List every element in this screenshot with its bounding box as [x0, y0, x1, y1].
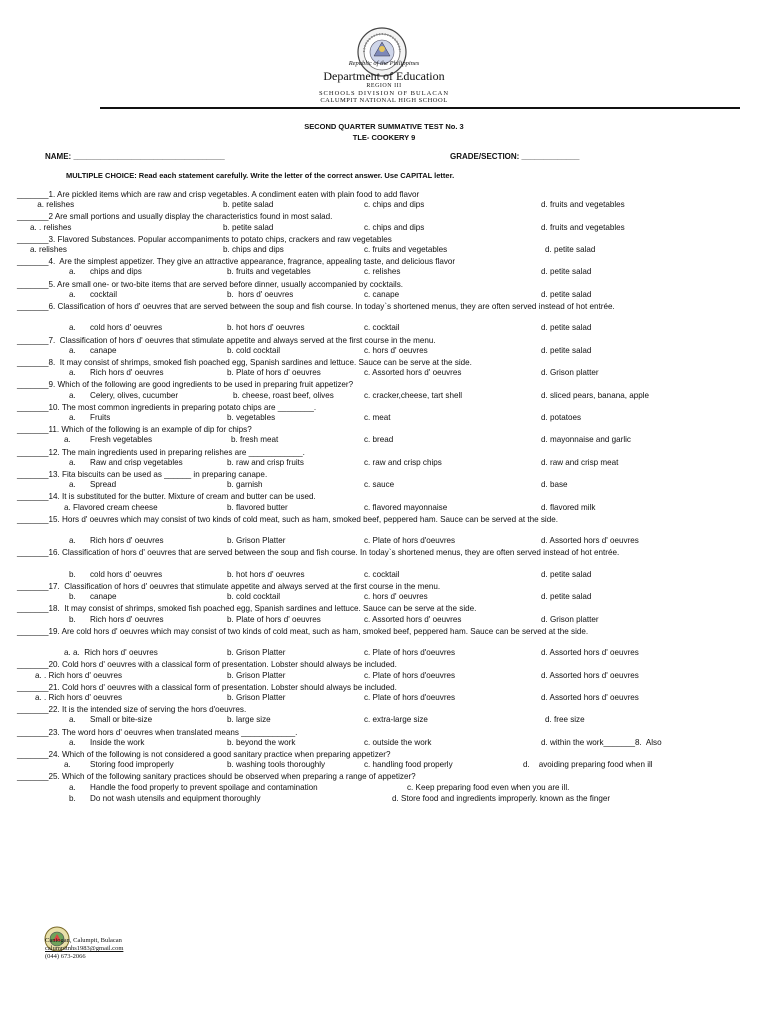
- answer-option: a.: [69, 782, 76, 792]
- answer-option: b. hors d' oeuvres: [227, 289, 294, 299]
- answer-options: [0, 760, 768, 771]
- answer-option: d. petite salad: [541, 569, 592, 579]
- question-stem: _______6. Classification of hors d' oeuvres that are served between the soup and fish course. In today`s shortened menus, they are often served instead of hot entrée.: [17, 302, 615, 311]
- answer-option: c. Plate of hors d'oeuvres: [364, 536, 456, 546]
- question-stem: _______15. Hors d' oeuvres which may consist of two kinds of cold meat, such as ham, smoked beef, peppered ham. Sauce can be served at the side.: [17, 514, 558, 524]
- answer-option: b.: [69, 793, 76, 803]
- answer-options: [0, 536, 768, 547]
- answer-option: a.: [69, 737, 76, 747]
- answer-option: a.: [69, 289, 76, 299]
- answer-option: b. chips and dips: [223, 245, 284, 254]
- answer-option: c. Plate of hors d'oeuvres: [364, 670, 456, 680]
- answer-option: a. . Rich hors d' oeuvres: [35, 693, 123, 702]
- name-field: NAME: __________________________________: [45, 152, 225, 161]
- answer-option: Fresh vegetables: [90, 435, 153, 445]
- answer-option: b. washing tools thoroughly: [227, 760, 326, 770]
- division-line: SCHOOLS DIVISION OF BULACAN: [318, 90, 450, 97]
- answer-option: d. Store food and ingredients improperly. known as the finger: [392, 793, 611, 803]
- answer-option: d. Grison platter: [541, 368, 599, 378]
- answer-option: b. Grison Platter: [227, 648, 286, 658]
- answer-option: b. large size: [227, 715, 271, 725]
- question-stem: _______25. Which of the following sanitary practices should be observed when preparing a range of appetizer?: [17, 772, 416, 782]
- footer-address: Caniogan, Calumpit, Bulacan: [45, 937, 122, 944]
- answer-option: a.: [69, 390, 76, 400]
- answer-option: c. fruits and vegetables: [364, 245, 448, 254]
- question-stem: _______24. Which of the following is not considered a good sanitary practice when preparing appetizer?: [17, 750, 391, 759]
- answer-option: b. Plate of hors d' oeuvres: [227, 368, 321, 378]
- question-stem: _______14. It is substituted for the butter. Mixture of cream and butter can be used.: [17, 492, 316, 502]
- answer-option: d. free size: [545, 715, 585, 725]
- answer-option: c. Assorted hors d' oeuvres: [364, 368, 462, 378]
- answer-options: [0, 480, 768, 491]
- answer-option: c. handling food properly: [364, 760, 453, 770]
- question-stem: _______12. The main ingredients used in preparing relishes are ____________.: [17, 447, 305, 457]
- answer-option: a. . relishes: [30, 222, 72, 232]
- answer-option: d. petite salad: [541, 267, 592, 277]
- question-stem: _______4. Are the simplest appetizer. They give an attractive appearance, fragrance, appealing taste, and delicious flavor: [17, 257, 456, 267]
- answer-option: c. canape: [364, 289, 400, 299]
- answer-option: cold hors d' oeuvres: [90, 569, 163, 579]
- answer-option: Do not wash utensils and equipment thoroughly: [90, 793, 261, 803]
- answer-options: [0, 368, 768, 379]
- answer-option: c. outside the work: [364, 737, 432, 747]
- answer-option: a. . Rich hors d' oeuvres: [35, 670, 123, 680]
- answer-option: d. mayonnaise and garlic: [541, 435, 631, 445]
- question-stem: _______8. It may consist of shrimps, smoked fish poached egg, Spanish sardines and lettuce. Sauce can be serve at the side.: [17, 358, 472, 367]
- answer-option: d. petite salad: [541, 592, 592, 602]
- republic-line: Republic of the Philippines: [348, 60, 420, 67]
- answer-options: [0, 615, 768, 626]
- answer-option: cocktail: [90, 289, 117, 299]
- answer-option: c. flavored mayonnaise: [364, 502, 448, 512]
- question-stem: _______18. It may consist of shrimps, smoked fish poached egg, Spanish sardines and lettuce. Sauce can be serve at the side.: [17, 604, 477, 614]
- answer-options: [0, 435, 768, 446]
- answer-options: [0, 391, 768, 402]
- answer-option: b. raw and crisp fruits: [227, 457, 304, 467]
- question-stem: _______13. Fita biscuits can be used as ______ in preparing canape.: [17, 470, 268, 479]
- question-stem: _______2 Are small portions and usually display the characteristics found in most salad.: [17, 212, 333, 222]
- answer-option: c. sauce: [364, 480, 395, 490]
- answer-option: a.: [69, 368, 76, 378]
- question-stem: _______9. Which of the following are good ingredients to be used in preparing fruit appetizer?: [17, 380, 354, 390]
- answer-option: b. vegetables: [227, 413, 276, 422]
- answer-option: a. relishes: [30, 245, 67, 254]
- answer-option: b. cold cocktail: [227, 592, 281, 602]
- answer-option: a.: [69, 480, 76, 490]
- answer-option: Small or bite-size: [90, 715, 153, 725]
- answer-option: a. Flavored cream cheese: [64, 502, 158, 512]
- answer-option: d. sliced pears, banana, apple: [541, 390, 649, 400]
- answer-option: Handle the food properly to prevent spoilage and contamination: [90, 782, 318, 792]
- answer-option: d. fruits and vegetables: [541, 200, 625, 210]
- answer-option: d. potatoes: [541, 413, 582, 422]
- answer-option: c. chips and dips: [364, 200, 425, 210]
- answer-options: [0, 413, 768, 424]
- grade-section-field: GRADE/SECTION: _____________: [450, 152, 580, 161]
- answer-option: b. flavored butter: [227, 502, 288, 512]
- answer-option: Rich hors d' oeuvres: [90, 536, 164, 546]
- answer-option: Celery, olives, cucumber: [90, 390, 179, 400]
- answer-option: c. Plate of hors d'oeuvres: [364, 648, 456, 658]
- question-stem: _______21. Cold hors d' oeuvres with a classical form of presentation. Lobster should always be included.: [17, 682, 397, 692]
- region-line: REGION III: [366, 83, 402, 89]
- answer-option: b. Grison Platter: [227, 670, 286, 680]
- school-name: CALUMPIT NATIONAL HIGH SCHOOL: [320, 97, 448, 104]
- answer-option: d. Assorted hors d' oeuvres: [541, 648, 639, 658]
- answer-option: d. petite salad: [541, 323, 592, 333]
- question-stem: _______10. The most common ingredients in preparing potato chips are ________.: [17, 402, 317, 412]
- question-stem: _______23. The word hors d' oeuvres when translated means ____________.: [17, 727, 298, 737]
- answer-option: b. fruits and vegetables: [227, 267, 311, 277]
- answer-option: c. relishes: [364, 267, 401, 277]
- answer-option: cold hors d' oeuvres: [90, 323, 163, 333]
- answer-option: b.: [69, 614, 76, 624]
- answer-option: b. cheese, roast beef, olives: [233, 390, 334, 400]
- answer-option: Fruits: [90, 413, 111, 422]
- test-title: SECOND QUARTER SUMMATIVE TEST No. 3: [304, 122, 464, 131]
- answer-options: [0, 671, 768, 682]
- answer-option: b.: [69, 569, 76, 579]
- answer-option: d. base: [541, 480, 568, 490]
- test-subject: TLE- COOKERY 9: [352, 133, 416, 142]
- answer-option: a.: [69, 413, 76, 422]
- answer-option: d. Assorted hors d' oeuvres: [541, 670, 639, 680]
- question-stem: _______22. It is the intended size of serving the hors d'oeuvres.: [17, 705, 247, 715]
- answer-option: a.: [69, 267, 76, 277]
- header-divider: [100, 107, 740, 109]
- answer-options: [0, 693, 768, 704]
- footer-email[interactable]: calumpitnhs1983@gmail.com: [45, 945, 124, 952]
- answer-option: Spread: [90, 480, 117, 490]
- answer-option: a.: [69, 715, 76, 725]
- question-stem: _______16. Classification of hors d' oeuvres that are served between the soup and fish course. In today`s shortened menus, they are often served instead of hot entrée.: [17, 548, 620, 558]
- question-stem: _______20. Cold hors d' oeuvres with a classical form of presentation. Lobster should always be included.: [17, 660, 397, 670]
- answer-options: [0, 223, 768, 234]
- answer-option: Rich hors d' oeuvres: [90, 614, 164, 624]
- answer-option: d. petite salad: [541, 289, 592, 299]
- answer-option: Rich hors d' oeuvres: [90, 368, 164, 378]
- answer-options: [0, 794, 768, 805]
- question-stem: _______11. Which of the following is an example of dip for chips?: [17, 425, 252, 435]
- question-stem: _______3. Flavored Substances. Popular accompaniments to potato chips, crackers and raw vegetables: [17, 234, 392, 244]
- answer-option: b. fresh meat: [231, 435, 279, 445]
- answer-option: b. Grison Platter: [227, 536, 286, 546]
- answer-option: Inside the work: [90, 737, 145, 747]
- answer-option: d. within the work_______8. Also: [541, 737, 662, 747]
- answer-options: [0, 346, 768, 357]
- question-stem: _______7. Classification of hors d' oeuvres that stimulate appetite and always served at the first course in the menu.: [17, 335, 436, 345]
- answer-option: a.: [64, 760, 71, 770]
- answer-option: d. Assorted hors d' oeuvres: [541, 536, 639, 546]
- instructions: MULTIPLE CHOICE: Read each statement carefully. Write the letter of the correct answer. Use CAPITAL letter.: [66, 171, 455, 180]
- answer-options: [0, 267, 768, 278]
- answer-option: c. raw and crisp chips: [364, 457, 442, 467]
- answer-option: c. chips and dips: [364, 222, 425, 232]
- answer-option: a.: [69, 457, 76, 467]
- answer-option: d. raw and crisp meat: [541, 457, 619, 467]
- answer-option: c. cocktail: [364, 569, 400, 579]
- question-stem: _______19. Are cold hors d' oeuvres which may consist of two kinds of cold meat, such as ham, smoked beef, peppered ham. Sauce can be served at the side.: [17, 626, 589, 636]
- answer-option: c. bread: [364, 435, 394, 445]
- answer-option: a.: [64, 435, 71, 445]
- answer-option: c. hors d' oeuvres: [364, 345, 428, 355]
- question-stem: _______5. Are small one- or two-bite items that are served before dinner, usually accompanied by cocktails.: [17, 279, 404, 289]
- answer-option: d. Grison platter: [541, 614, 599, 624]
- answer-option: d. Assorted hors d' oeuvres: [541, 693, 639, 702]
- answer-option: a. relishes: [35, 200, 75, 210]
- answer-option: c. extra-large size: [364, 715, 428, 725]
- answer-option: c. Keep preparing food even when you are ill.: [407, 782, 570, 792]
- answer-option: c. cracker,cheese, tart shell: [364, 390, 463, 400]
- answer-options: [0, 323, 768, 334]
- answer-options: [0, 592, 768, 603]
- answer-options: [0, 200, 768, 211]
- answer-options: [0, 738, 768, 749]
- answer-option: a.: [69, 323, 76, 333]
- answer-option: b. Plate of hors d' oeuvres: [227, 614, 321, 624]
- answer-option: d. petite salad: [545, 245, 596, 254]
- answer-option: a. a. Rich hors d' oeuvres: [64, 648, 158, 658]
- answer-option: Raw and crisp vegetables: [90, 457, 183, 467]
- answer-option: c. hors d' oeuvres: [364, 592, 428, 602]
- answer-option: b. cold cocktail: [227, 345, 281, 355]
- answer-option: canape: [90, 345, 117, 355]
- question-stem: _______17. Classification of hors d' oeuvres that stimulate appetite and always served at the first course in the menu.: [17, 582, 441, 591]
- answer-option: canape: [90, 592, 117, 602]
- question-stem: _______1. Are pickled items which are raw and crisp vegetables. A condiment eaten with plain food to add flavor: [17, 190, 420, 199]
- answer-option: Storing food improperly: [90, 760, 174, 770]
- answer-option: b. hot hors d' oeuvres: [227, 569, 305, 579]
- answer-options: [0, 715, 768, 726]
- answer-options: [0, 570, 768, 581]
- footer-phone: (044) 673-2066: [45, 953, 86, 960]
- answer-options: [0, 290, 768, 301]
- answer-options: [0, 503, 768, 514]
- answer-option: a.: [69, 345, 76, 355]
- department-name: Department of Education: [323, 69, 445, 83]
- answer-options: [0, 245, 768, 256]
- answer-option: b. petite salad: [223, 200, 274, 210]
- answer-option: b.: [69, 592, 76, 602]
- answer-options: [0, 783, 768, 794]
- answer-option: c. cocktail: [364, 323, 400, 333]
- answer-option: b. hot hors d' oeuvres: [227, 323, 305, 333]
- answer-option: c. Plate of hors d'oeuvres: [364, 693, 456, 702]
- answer-option: d. petite salad: [541, 345, 592, 355]
- answer-options: [0, 648, 768, 659]
- answer-option: b. beyond the work: [227, 737, 296, 747]
- answer-options: [0, 458, 768, 469]
- answer-option: d. fruits and vegetables: [541, 222, 625, 232]
- answer-option: chips and dips: [90, 267, 142, 277]
- answer-option: c. meat: [364, 413, 391, 422]
- answer-option: d. avoiding preparing food when ill: [523, 760, 653, 770]
- answer-option: b. garnish: [227, 480, 263, 490]
- answer-option: c. Assorted hors d' oeuvres: [364, 614, 462, 624]
- answer-option: b. Grison Platter: [227, 693, 286, 702]
- answer-option: a.: [69, 536, 76, 546]
- answer-option: d. flavored milk: [541, 502, 596, 512]
- answer-option: b. petite salad: [223, 222, 274, 232]
